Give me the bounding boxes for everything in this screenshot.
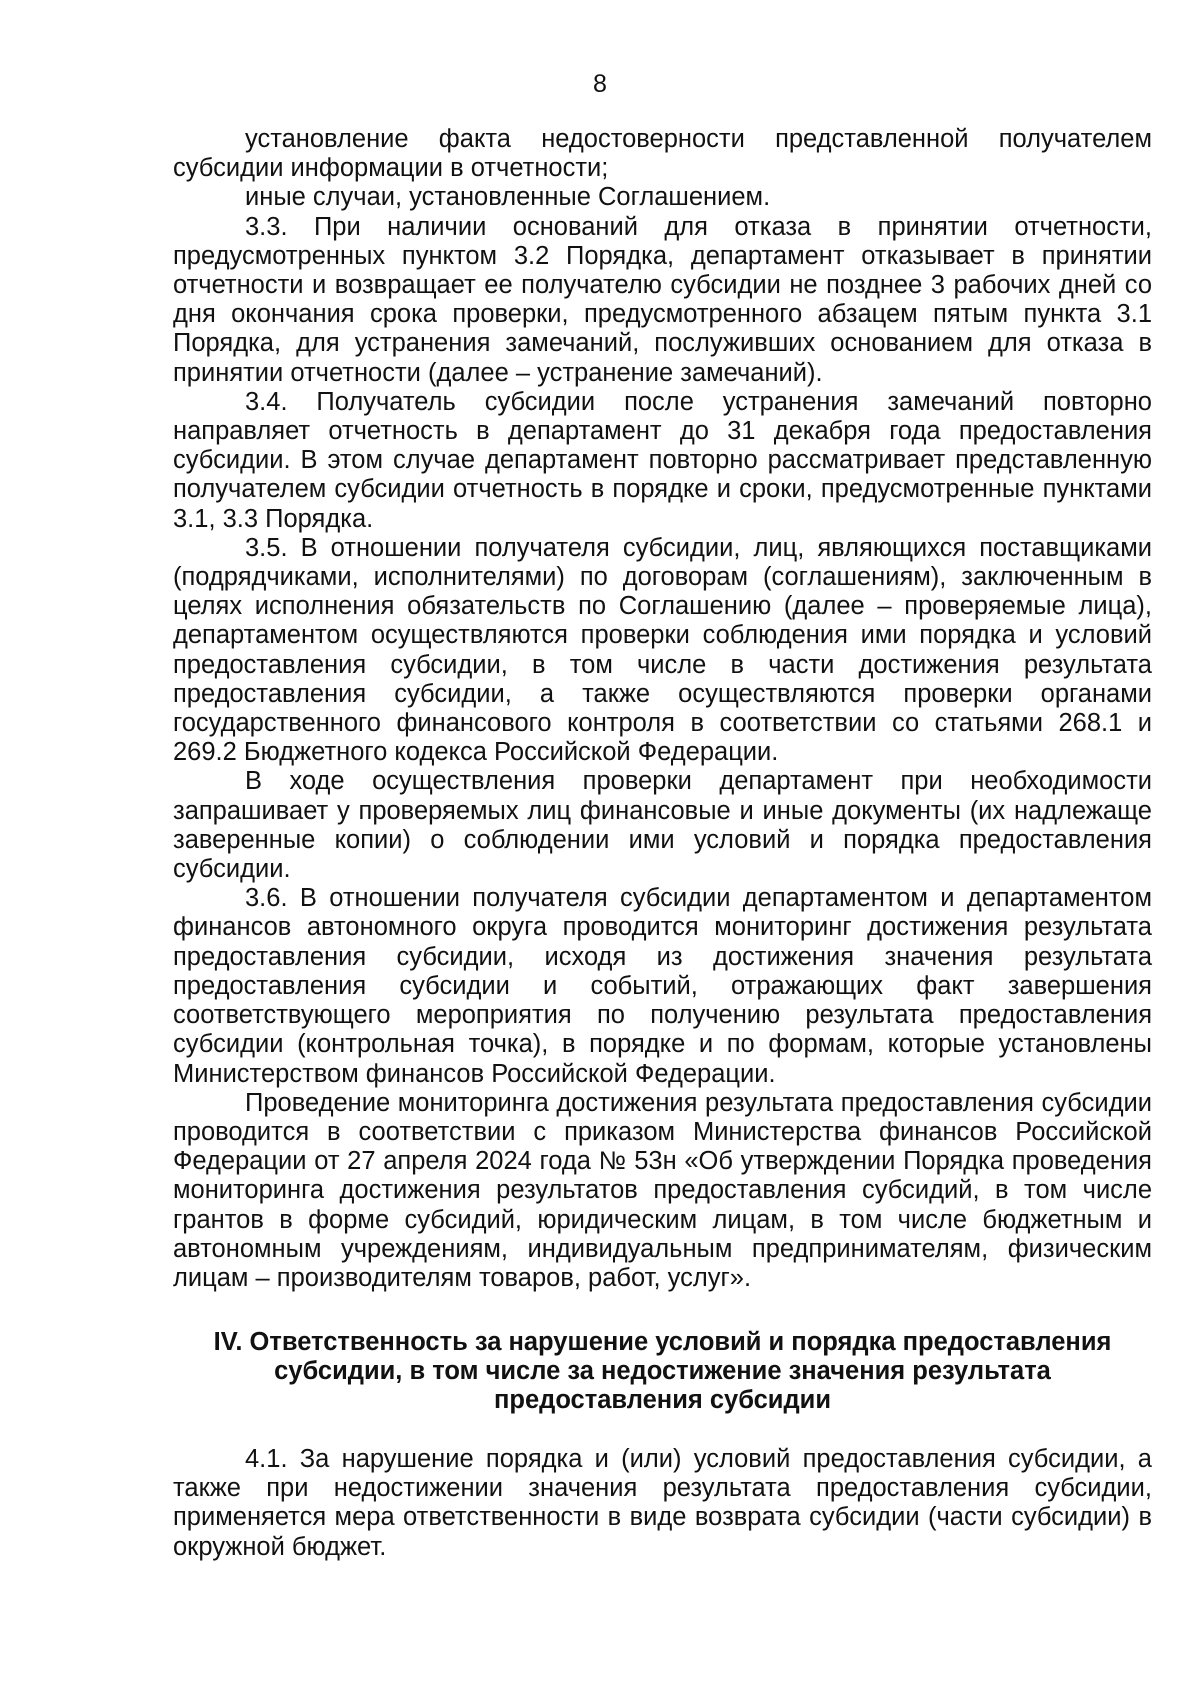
section-3-body — [173, 125, 1152, 1293]
paragraph-other-cases: иные случаи, установленные Соглашением. — [245, 183, 771, 212]
paragraph-3-6: 3.6. В отношении получателя субсидии департаментом и департаментом финансов автономного округа проводится мониторинг достижения результата предоставления субсидии, исходя из достижения значения результата предоставления субсидии и событий, отражающих факт завершения соответствующего мероприятия по получению результата предоставления субсидии (контрольная точка), в порядке и по формам, которые установлены Министерством финансов Российской Федерации. — [173, 884, 1152, 1088]
paragraph-monitoring-order: Проведение мониторинга достижения результата предоставления субсидии проводится в соответствии с приказом Министерства финансов Российской Федерации от 27 апреля 2024 года № 53н «Об утверждении Порядка проведения мониторинга достижения результатов предоставления субсидий, в том числе грантов в форме субсидий, юридическим лицам, в том числе бюджетным и автономным учреждениям, индивидуальным предпринимателям, физическим лицам – производителям товаров, работ, услуг». — [173, 1088, 1152, 1292]
section-4-heading: IV. Ответственность за нарушение условий и порядка предоставления субсидии, в том числе за недостижение значения результата предоставления субсидии — [213, 1328, 1112, 1415]
paragraph-4-1: 4.1. За нарушение порядка и (или) условий предоставления субсидии, а также при недостижении значения результата предоставления субсидии, применяется мера ответственности в виде возврата субсидии (части субсидии) в окружной бюджет. — [173, 1445, 1152, 1561]
section-4-body — [173, 1445, 1152, 1562]
paragraph-3-4: 3.4. Получатель субсидии после устранения замечаний повторно направляет отчетность в департамент до 31 декабря года предоставления субсидии. В этом случае департамент повторно рассматривает представленную получателем субсидии отчетность в порядке и сроки, предусмотренные пунктами 3.1, 3.3 Порядка. — [173, 387, 1152, 533]
paragraph-3-5: 3.5. В отношении получателя субсидии, лиц, являющихся поставщиками (подрядчиками, исполнителями) по договорам (соглашениям), заключенным в целях исполнения обязательств по Соглашению (далее – проверяемые лица), департаментом осуществляются проверки соблюдения ими порядка и условий предоставления субсидии, в том числе в части достижения результата предоставления субсидии, а также осуществляются проверки органами государственного финансового контроля в соответствии со статьями 268.1 и 269.2 Бюджетного кодекса Российской Федерации. — [173, 533, 1152, 767]
paragraph-3-3: 3.3. При наличии оснований для отказа в принятии отчетности, предусмотренных пунктом 3.2 Порядка, департамент отказывает в принятии отчетности и возвращает ее получателю субсидии не позднее 3 рабочих дней со дня окончания срока проверки, предусмотренного абзацем пятым пункта 3.1 Порядка, для устранения замечаний, послуживших основанием для отказа в принятии отчетности (далее – устранение замечаний). — [173, 212, 1152, 387]
paragraph-unreliable-info: установление факта недостоверности представленной получателем субсидии информации в отчетности; — [173, 125, 1152, 183]
paragraph-inspection-request: В ходе осуществления проверки департамент при необходимости запрашивает у проверяемых лиц финансовые и иные документы (их надлежаще заверенные копии) о соблюдении ими условий и порядка предоставления субсидии. — [173, 767, 1152, 884]
page-number: 8 — [593, 70, 607, 98]
